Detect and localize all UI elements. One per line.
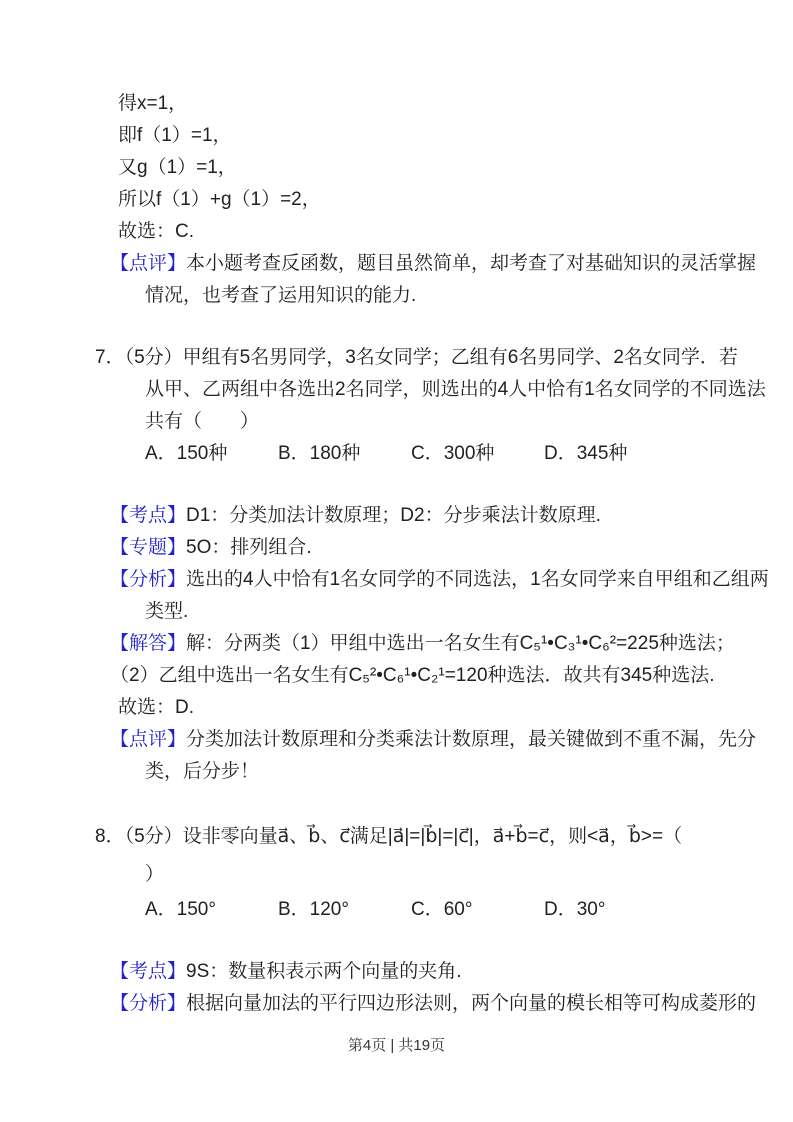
solution-line: 又g（1）=1，: [118, 157, 237, 178]
page-number-footer: 第4页 | 共19页: [347, 1037, 446, 1054]
option-b: B．180种: [278, 443, 361, 464]
zhuanti-label: 【专题】: [110, 537, 187, 558]
kaodian-text: 9S：数量积表示两个向量的夹角.: [186, 961, 462, 982]
option-a: A．150种: [145, 443, 228, 464]
dianping-text-continued: 类，后分步！: [145, 761, 260, 782]
question7-heading-continued: 共有（ ）: [145, 411, 260, 432]
comment-text-continued: 情况，也考查了运用知识的能力.: [145, 285, 417, 306]
option-c: C．300种: [411, 443, 495, 464]
jieda-text-continued: （2）乙组中选出一名女生有C₅²•C₆¹•C₂¹=120种选法．故共有345种选法.: [110, 665, 715, 686]
answer-choice-line: 故选：D.: [118, 697, 195, 718]
fenxi-section: [110, 988, 757, 1020]
solution-line: 即f（1）=1，: [118, 125, 232, 146]
jieda-section: [110, 628, 753, 660]
fenxi-label: 【分析】: [110, 993, 187, 1014]
dianping-label: 【点评】: [110, 729, 187, 750]
comment-text: 本小题考查反函数，题目虽然简单，却考查了对基础知识的灵活掌握: [186, 253, 757, 274]
question8-heading: 8．（5分）设非零向量a⃗、b⃗、c⃗满足|a⃗|=|b⃗|=|c⃗|，a⃗+b⃗=c⃗，则<a⃗，b⃗>=（: [95, 826, 683, 847]
section-spacer: [95, 312, 753, 342]
document-page: [95, 88, 769, 1020]
comment-section: [110, 248, 757, 280]
option-c: C．60°: [411, 899, 473, 920]
fenxi-text: 选出的4人中恰有1名女同学的不同选法，1名女同学来自甲组和乙组两: [186, 569, 769, 590]
answer-choice-line: 故选：C.: [118, 221, 195, 242]
zhuanti-section: [110, 532, 753, 564]
option-a: A．150°: [145, 899, 216, 920]
fenxi-label: 【分析】: [110, 569, 187, 590]
kaodian-section: [110, 956, 753, 988]
question7-options: [145, 438, 753, 470]
solution-line: 得x=1，: [118, 93, 188, 114]
section-spacer: [95, 926, 753, 956]
kaodian-label: 【考点】: [110, 505, 187, 526]
question7-heading: 7．（5分）甲组有5名男同学，3名女同学；乙组有6名男同学、2名女同学．若: [95, 347, 738, 368]
option-d: D．345种: [544, 443, 628, 464]
zhuanti-text: 5O：排列组合.: [186, 537, 312, 558]
fenxi-text-continued: 类型.: [145, 601, 189, 622]
fenxi-section: [110, 564, 769, 596]
kaodian-text: D1：分类加法计数原理；D2：分步乘法计数原理.: [186, 505, 601, 526]
dianping-text: 分类加法计数原理和分类乘法计数原理，最关键做到不重不漏，先分: [186, 729, 757, 750]
question7-heading-continued: 从甲、乙两组中各选出2名同学，则选出的4人中恰有1名女同学的不同选法: [145, 379, 766, 400]
section-spacer: [95, 788, 753, 818]
jieda-label: 【解答】: [110, 633, 187, 654]
solution-line: 所以f（1）+g（1）=2，: [118, 189, 321, 210]
comment-label: 【点评】: [110, 253, 187, 274]
question8-heading-continued: ）: [145, 864, 165, 885]
question8-options: [145, 894, 753, 926]
option-b: B．120°: [278, 899, 349, 920]
kaodian-label: 【考点】: [110, 961, 187, 982]
dianping-section: [110, 724, 757, 756]
fenxi-text: 根据向量加法的平行四边形法则，两个向量的模长相等可构成菱形的: [186, 993, 757, 1014]
section-spacer: [95, 470, 753, 500]
jieda-text: 解：分两类（1）甲组中选出一名女生有C₅¹•C₃¹•C₆²=225种选法；: [186, 633, 735, 654]
option-d: D．30°: [544, 899, 606, 920]
kaodian-section: [110, 500, 753, 532]
